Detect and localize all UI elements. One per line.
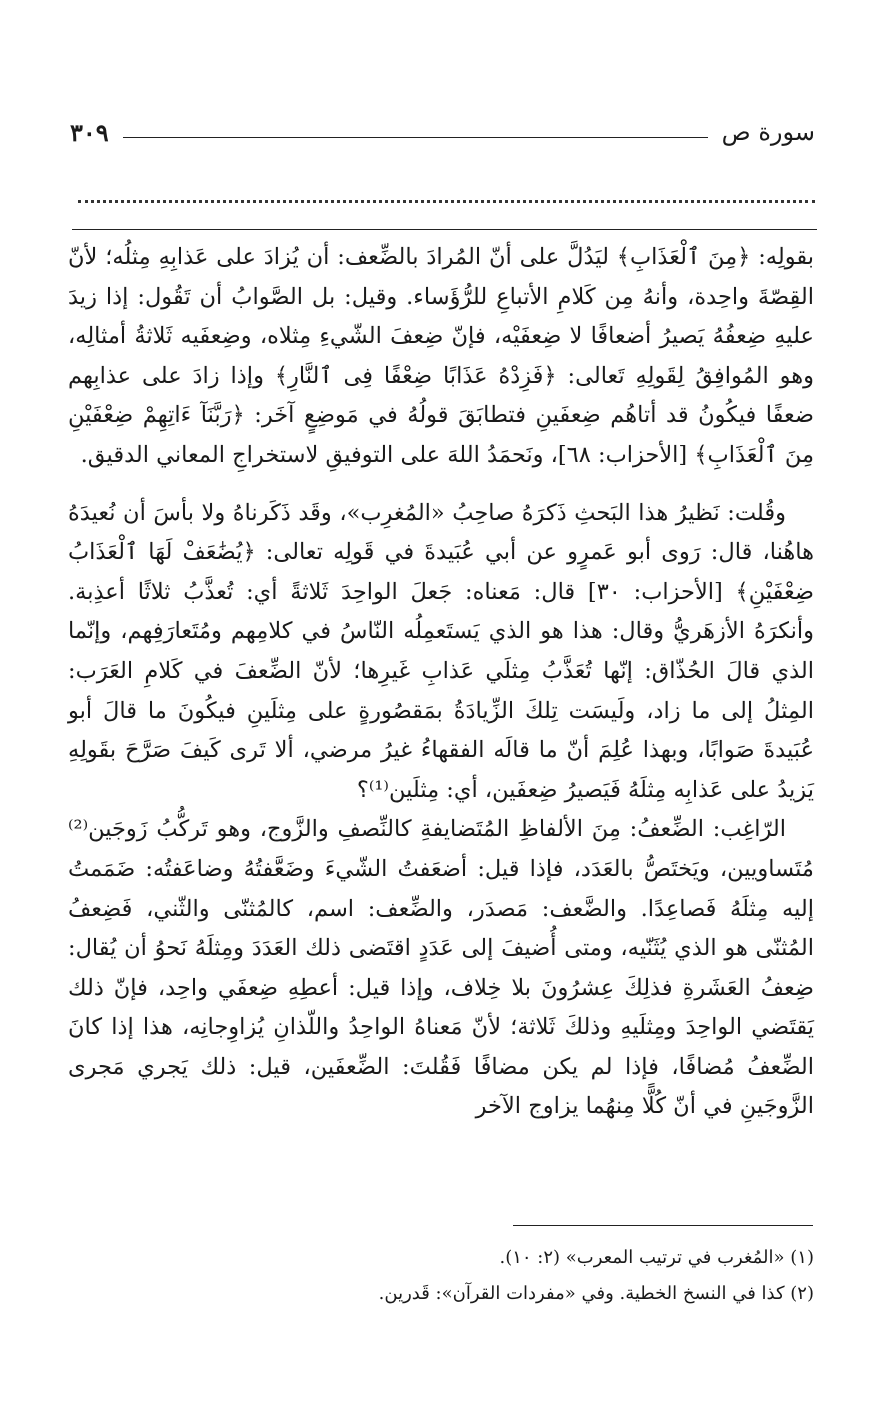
main-text (68, 238, 814, 1127)
footnote-2: (٢) كذا في النسخ الخطية. وفي «مفردات القرآن»: قَدرين. (378, 1283, 814, 1304)
text-top-rule (72, 229, 817, 230)
footnote-rule (513, 1225, 813, 1226)
paragraph-1: بقولِه: ﴿مِنَ ٱلْعَذَابِ﴾ ليَدُلَّ على أنّ المُرادَ بالضِّعف: أن يُزادَ على عَذابِهِ مِثلُه؛ لأنّ القِصّةَ واحِدة، وأنهُ مِن كَلامِ الأتباعِ للرُّؤَساء. وقيل: بل الصَّوابُ أن تَقُول: إذا زيدَ عليهِ ضِعفُهُ يَصيرُ أضعافًا لا ضِعفَيْه، فإنّ ضِعفَ الشّيءِ مِثلاه، وضِعفَيه ثَلاثةُ أمثالِه، وهو المُوافِقُ لِقَولِهِ تَعالى: ﴿فَزِدْهُ عَذَابًا ضِعْفًا فِى ٱلنَّارِ﴾ وإذا زادَ على عذابِهم ضعفًا فيكُونُ قد أتاهُم ضِعفَينِ فتطابَقَ قولُهُ في مَوضِعٍ آخَر: ﴿رَبَّنَآ ءَاتِهِمْ ضِعْفَيْنِ مِنَ ٱلْعَذَابِ﴾ [الأحزاب: ٦٨]، ونَحمَدُ اللهَ على التوفيقِ لاستخراجِ المعاني الدقيق. (68, 244, 814, 468)
surah-title: سورة ص (721, 118, 815, 146)
running-header (70, 112, 815, 152)
header-rule (123, 137, 708, 138)
footnote-1: (١) «المُغرب في ترتيب المعرب» (٢: ١٠). (499, 1247, 814, 1268)
paragraph-2: وقُلت: نَظيرُ هذا البَحثِ ذَكرَهُ صاحِبُ «المُغرِب»، وقَد ذَكَرناهُ ولا بأسَ أن نُعيدَهُ هاهُنا، قال: رَوى أبو عَمرٍو عن أبي عُبَيدةَ في قَولِه تعالى: ﴿يُضَٰعَفْ لَهَا ٱلْعَذَابُ ضِعْفَيْنِ﴾ [الأحزاب: ٣٠] قال: مَعناه: جَعلَ الواحِدَ ثَلاثةً أي: تُعذَّبُ ثلاثًا أعذِبة. وأنكرَهُ الأزهَريُّ وقال: هذا هو الذي يَستَعمِلُه النّاسُ في كلامِهم ومُتَعارَفِهم، وإنّما الذي قالَ الحُذّاق: إنّها تُعَذَّبُ مِثلَي عَذابِ غَيرِها؛ لأنّ الضِّعفَ في كَلامِ العَرَب: المِثلُ إلى ما زاد، ولَيسَت تِلكَ الزِّيادَةُ بمَقصُورةٍ على مِثلَينِ فيكُونَ ما قالَ أبو عُبَيدةَ صَوابًا، وبهذا عُلِمَ أنّ ما قالَه الفقهاءُ غيرُ مرضي، ألا تَرى كَيفَ صَرَّحَ بقَولِهِ يَزيدُ على عَذابِه مِثلَهُ فَيَصيرُ ضِعفَين، أي: مِثلَين⁽¹⁾؟ (68, 499, 814, 803)
footnotes (68, 1240, 814, 1312)
paragraph-3: الرّاغِب: الضِّعفُ: مِنَ الألفاظِ المُتَضايفةِ كالنِّصفِ والزَّوج، وهو تَركُّبُ زَوجَين⁽²⁾ مُتَساويين، ويَختَصُّ بالعَدَد، فإذا قيل: أضعَفتُ الشّيءَ وضَعَّفتُهُ وضاعَفتُه: ضَمَمتُ إليه مِثلَهُ فَصاعِدًا. والضَّعف: مَصدَر، والضِّعف: اسم، كالمُثنّى والثّني، فَضِعفُ المُثنّى هو الذي يُثَنّيه، ومتى أُضيفَ إلى عَدَدٍ اقتَضى ذلك العَدَدَ ومِثلَهُ نَحوُ أن يُقال: ضِعفُ العَشَرةِ فذلِكَ عِشرُونَ بلا خِلاف، وإذا قيل: أعطِهِ ضِعفَي واحِد، فإنّ ذلك يَقتَضي الواحِدَ ومِثلَيهِ وذلكَ ثَلاثة؛ لأنّ مَعناهُ الواحِدُ واللّذانِ يُزاوِجانِه، هذا إذا كانَ الضِّعفُ مُضافًا، فإذا لم يكن مضافًا فَقُلتَ: الضِّعفَين، قيل: ذلك يَجري مَجرى الزَّوجَينِ في أنّ كُلًّا مِنهُما يزاوج الآخر (68, 816, 814, 1120)
page-number: ٣٠٩ (70, 117, 109, 147)
dotted-separator (78, 200, 815, 203)
